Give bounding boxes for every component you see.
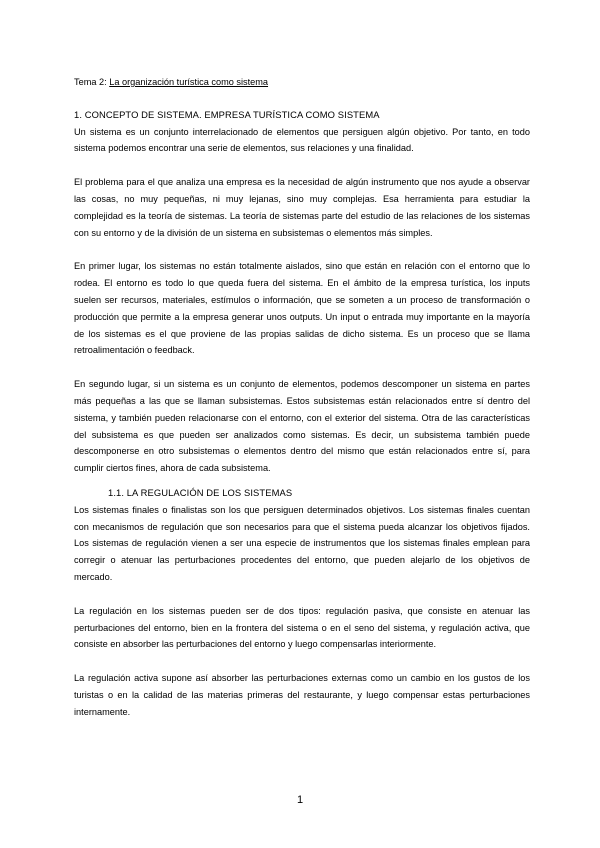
paragraph: La regulación activa supone así absorber las perturbaciones externas como un cambio en los gustos de los turistas o en la calidad de las materias primeras del restaurante, y luego compensar estas perturbaciones internamente.: [74, 673, 530, 717]
paragraph: Los sistemas finales o finalistas son los que persiguen determinados objetivos. Los sistemas finales cuentan con mecanismos de regulación que son necesarios para que el sistema pueda alcanzar los objetivos fijados. Los sistemas de regulación vienen a ser una especie de instrumentos que los sistemas finales emplean para corregir o atenuar las perturbaciones procedentes del entorno, que pueden alejarlo de los objetivos de mercado.: [74, 504, 530, 582]
page-content: [74, 74, 530, 738]
subsection-heading: 1.1. LA REGULACIÓN DE LOS SISTEMAS: [108, 486, 293, 498]
topic-prefix: Tema 2:: [74, 77, 110, 87]
paragraph: La regulación en los sistemas pueden ser de dos tipos: regulación pasiva, que consiste en atenuar las perturbaciones del entorno, bien en la frontera del sistema o en el seno del sistema, y regulación activa, que consiste en absorber las perturbaciones del entorno y luego compensarlas interiormente.: [74, 605, 530, 650]
paragraph: El problema para el que analiza una empresa es la necesidad de algún instrumento que nos ayude a observar las cosas, no muy pequeñas, ni muy lejanas, sino muy complejas. Esa herramienta para estudiar la complejidad es la teoría de sistemas. La teoría de sistemas parte del estudio de las relaciones de los sistemas con su entorno y de la división de un sistema en subsistemas o elementos más simples.: [74, 177, 530, 238]
topic-title: La organización turística como sistema: [109, 77, 269, 87]
topic-line: [74, 74, 530, 91]
page-number: 1: [296, 794, 304, 806]
section-heading: 1. CONCEPTO DE SISTEMA. EMPRESA TURÍSTICA COMO SISTEMA: [74, 108, 380, 120]
paragraph: En primer lugar, los sistemas no están totalmente aislados, sino que están en relación con el entorno que lo rodea. El entorno es todo lo que queda fuera del sistema. En el ámbito de la empresa turística, los inputs suelen ser recursos, materiales, estímulos o información, que se someten a un proceso de transformación o producción que permite a la empresa generar unos outputs. Un input o entrada muy importante en la mayoría de los sistemas es el que proviene de las propias salidas de dicho sistema. Es un proceso que se llama retroalimentación o feedback.: [74, 261, 530, 356]
paragraph: Un sistema es un conjunto interrelacionado de elementos que persiguen algún objetivo. Por tanto, en todo sistema podemos encontrar una serie de elementos, sus relaciones y una finalidad.: [74, 126, 530, 154]
paragraph: En segundo lugar, si un sistema es un conjunto de elementos, podemos descomponer un sistema en partes más pequeñas a las que se llaman subsistemas. Estos subsistemas están relacionados entre sí dentro del sistema, y también pueden relacionarse con el entorno, con el exterior del sistema. Otra de las características del subsistema es que pueden ser analizados como sistemas. Es decir, un subsistema también puede descomponerse en otro subsistemas o elementos dentro del mismo que están relacionados entre sí, para cumplir ciertos fines, ahora de cada subsistema.: [74, 379, 530, 474]
